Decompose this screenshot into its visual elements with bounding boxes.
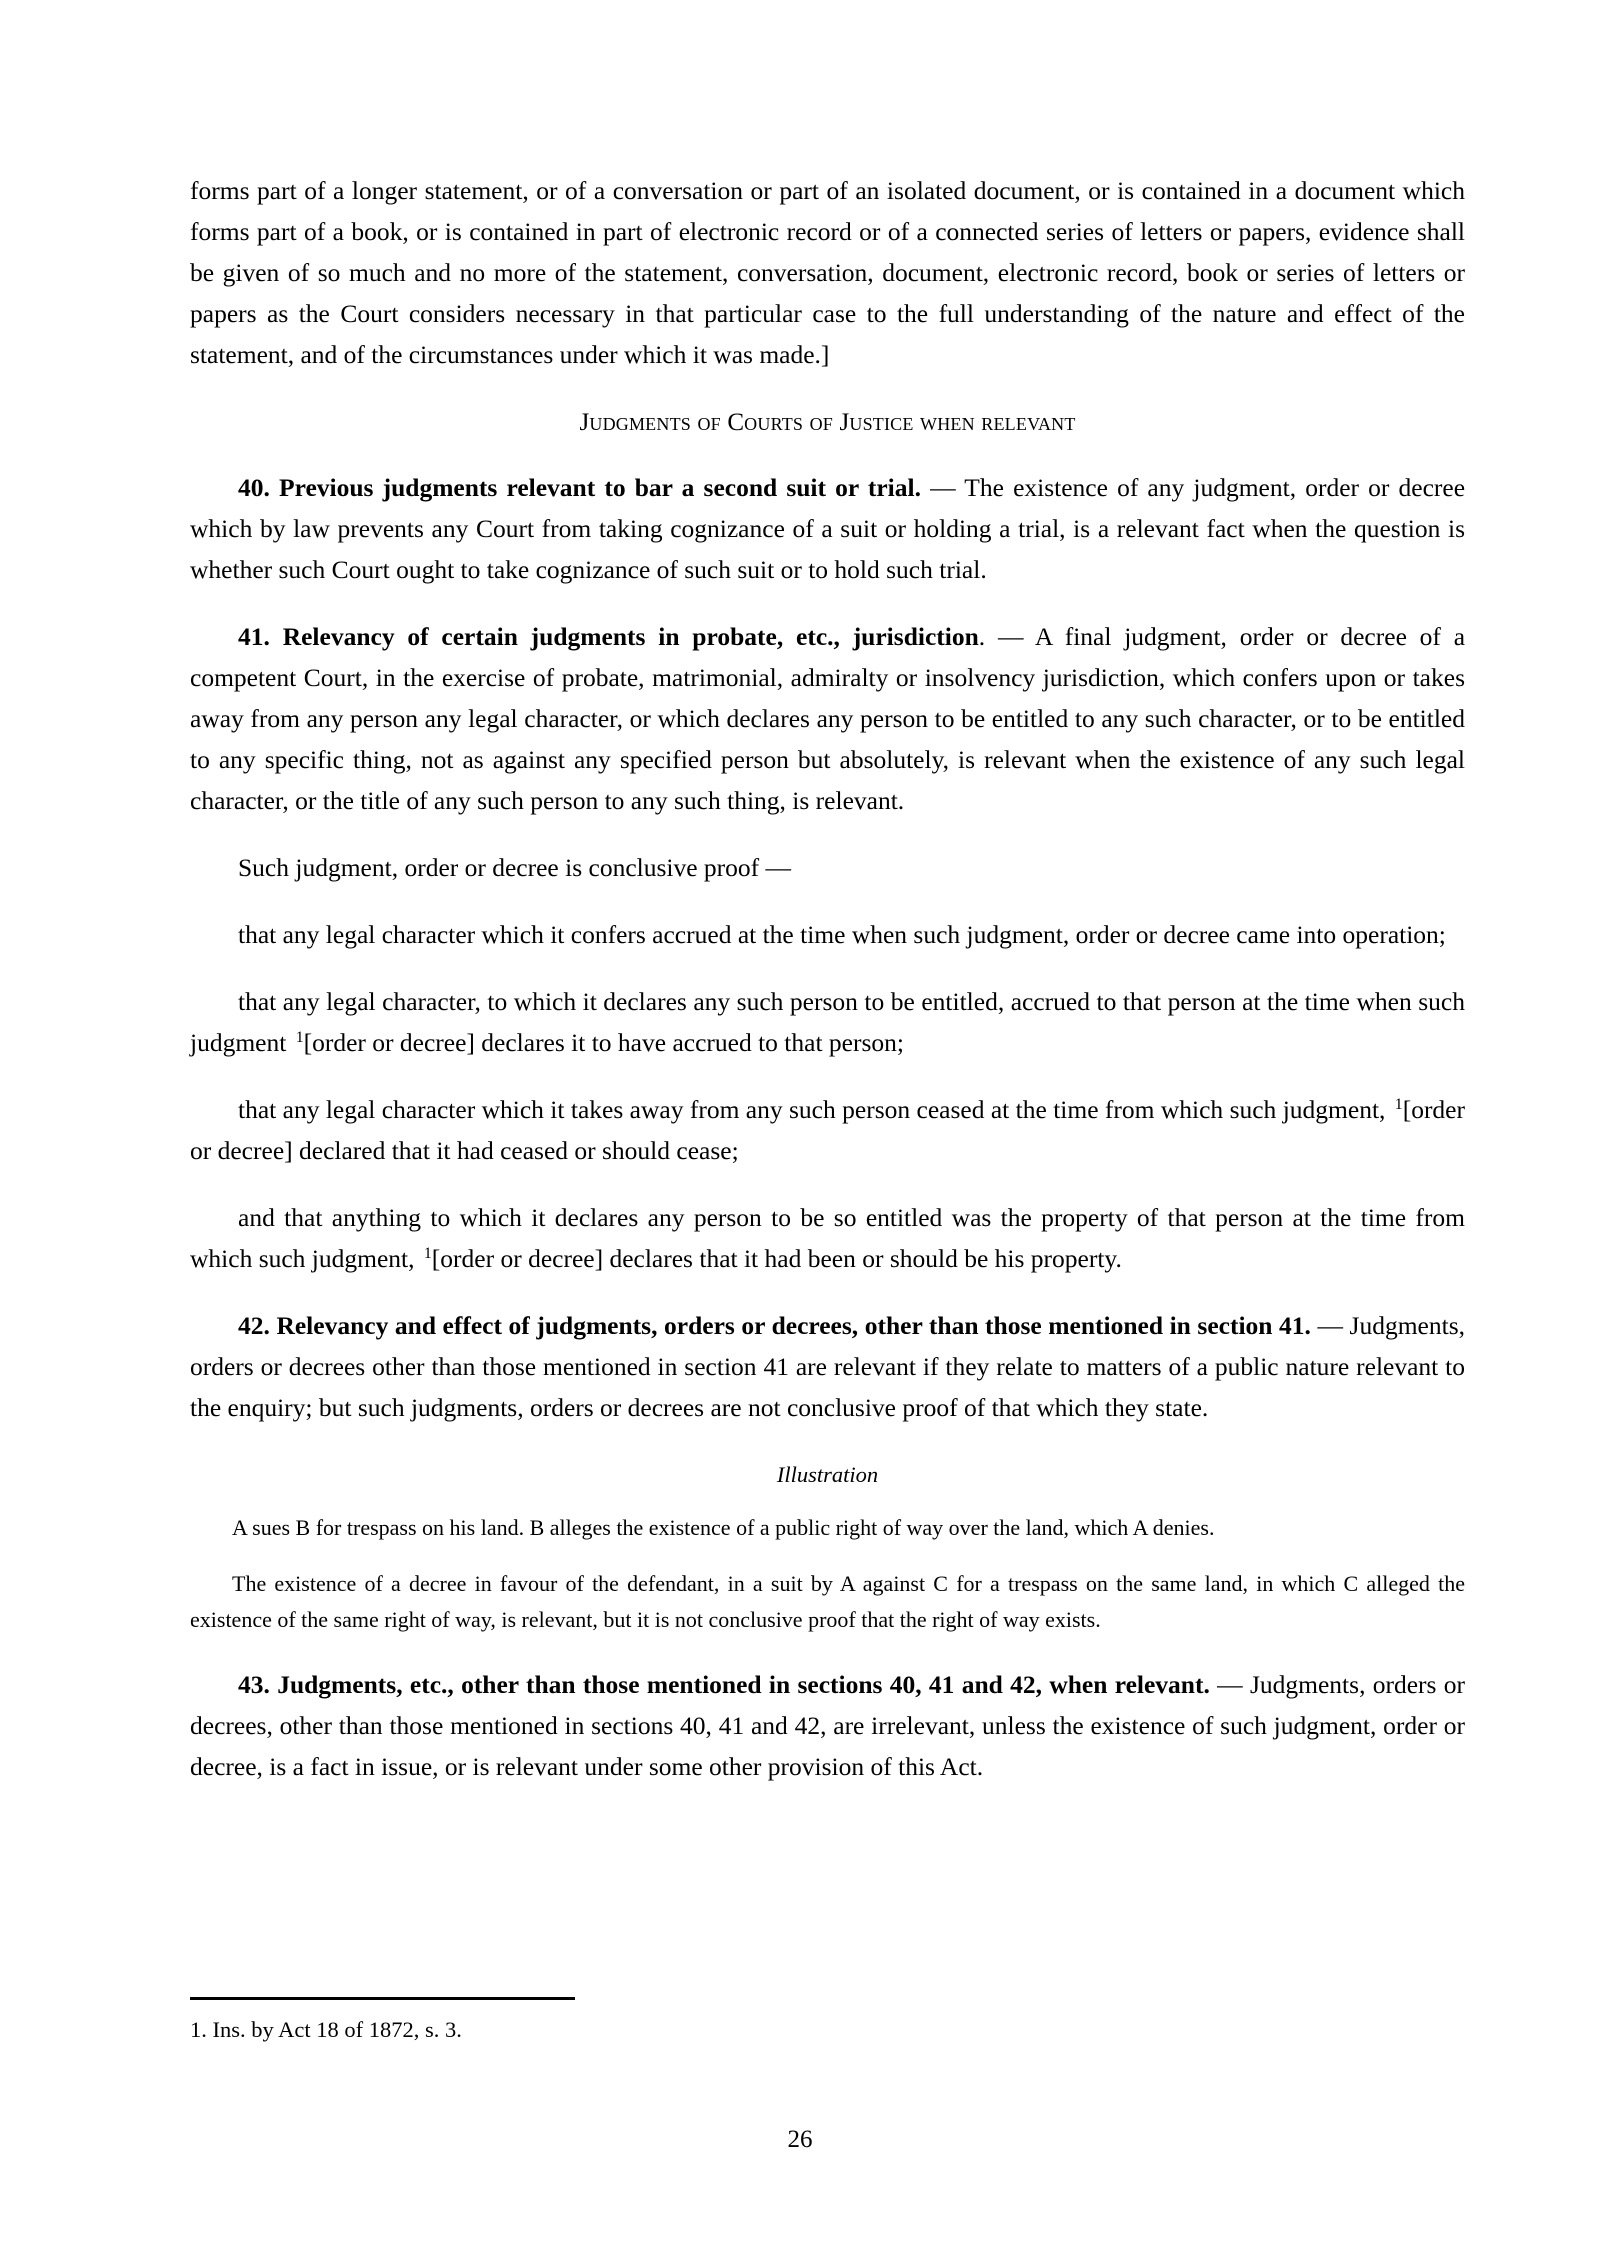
page-content [190, 170, 1465, 1787]
section-43-dash: — [1217, 1670, 1243, 1699]
chapter-heading-part-5: Justice [839, 409, 914, 436]
section-43-text: Judgments, orders or decrees, other than those mentioned in sections 40, 41 and 42, are irrelevant, unless the existence of such judgment, order or decree, is a fact in issue, or is relevant under some other provision of this Act. [190, 1670, 1466, 1781]
section-43-title: Judgments, etc., other than those mentioned in sections 40, 41 and 42, when relevant. [277, 1670, 1210, 1699]
clause-2-text-after: [order or decree] declares it to have accrued to that person; [303, 1028, 904, 1057]
clause-4-text-after: [order or decree] declares that it had been or should be his property. [431, 1244, 1122, 1273]
footnote-block [190, 1997, 1465, 2046]
chapter-heading-part-6: when relevant [920, 409, 1076, 436]
clause-3-text-before: that any legal character which it takes away from any such person ceased at the time from which such judgment, [238, 1095, 1392, 1124]
section-41-dash: — [997, 622, 1024, 651]
section-43-paragraph [190, 1664, 1465, 1787]
section-40-title: Previous judgments relevant to bar a second suit or trial. [279, 473, 921, 502]
section-41-paragraph [190, 616, 1465, 821]
footnote-marker-icon: 1 [423, 1244, 432, 1262]
section-41-title-period: . [978, 622, 986, 651]
section-41-number: 41. [238, 622, 270, 651]
clause-1-text: that any legal character which it confers accrued at the time when such judgment, order or decree came into operation; [238, 920, 1446, 949]
section-41-text: A final judgment, order or decree of a competent Court, in the exercise of probate, matrimonial, admiralty or insolvency jurisdiction, which confers upon or takes away from any person any legal character, or which declares any person to be entitled to any such character, or to be entitled to any specific thing, not as against any specified person but absolutely, is relevant when the existence of any such legal character, or the title of any such person to any such thing, is relevant. [190, 622, 1466, 815]
page-number: 26 [787, 2126, 813, 2153]
section-40-number: 40. [238, 473, 270, 502]
chapter-heading-part-2: of [697, 409, 721, 436]
chapter-heading-part-3: Courts [727, 409, 804, 436]
footnote-marker-icon: 1 [1394, 1095, 1403, 1113]
illustration-paragraph-1: A sues B for trespass on his land. B alleges the existence of a public right of way over the land, which A denies. [232, 1515, 1215, 1540]
clause-3-text-after: [order or decree] declared that it had ceased or should cease; [190, 1095, 1465, 1165]
section-40-dash: — [930, 473, 956, 502]
chapter-heading-part-1: Judgments [579, 409, 691, 436]
footnote-text: 1. Ins. by Act 18 of 1872, s. 3. [190, 2017, 462, 2042]
section-40-paragraph [190, 467, 1465, 590]
section-41-clause-4 [190, 1197, 1465, 1279]
section-43-number: 43. [238, 1670, 270, 1699]
clause-2-text-before: that any legal character, to which it declares any such person to be entitled, accrued to that person at the time when such judgment [190, 987, 1465, 1057]
illustration-paragraph-2: The existence of a decree in favour of the defendant, in a suit by A against C for a trespass on the same land, in which C alleged the existence of the same right of way, is relevant, but it is not conclusive proof that the right of way exists. [190, 1571, 1465, 1632]
continued-paragraph: forms part of a longer statement, or of a conversation or part of an isolated document, or is contained in a document which forms part of a book, or is contained in part of electronic record or of a connected series of letters or papers, evidence shall be given of so much and no more of the statement, conversation, document, electronic record, book or series of letters or papers as the Court considers necessary in that particular case to the full understanding of the nature and effect of the statement, and of the circumstances under which it was made.] [190, 176, 1465, 369]
footnote-marker-icon: 1 [295, 1028, 304, 1046]
section-42-title: Relevancy and effect of judgments, orders or decrees, other than those mentioned in section 41. [276, 1311, 1311, 1340]
clause-4-text-before: and that anything to which it declares any person to be so entitled was the property of that person at the time from which such judgment, [190, 1203, 1465, 1273]
section-42-paragraph [190, 1305, 1465, 1428]
illustration-heading: Illustration [776, 1462, 879, 1487]
section-41-lead-paragraph: Such judgment, order or decree is conclusive proof — [238, 853, 792, 882]
section-42-dash: — [1317, 1311, 1343, 1340]
section-40-text: The existence of any judgment, order or decree which by law prevents any Court from taking cognizance of a suit or holding a trial, is a relevant fact when the question is whether such Court ought to take cognizance of such suit or to hold such trial. [190, 473, 1466, 584]
chapter-heading [190, 409, 1465, 437]
section-41-clause-3 [190, 1089, 1465, 1171]
footnote-separator-rule [190, 1997, 575, 2000]
section-42-text: Judgments, orders or decrees other than those mentioned in section 41 are relevant if they relate to matters of a public nature relevant to the enquiry; but such judgments, orders or decrees are not conclusive proof of that which they state. [190, 1311, 1466, 1422]
section-42-number: 42. [238, 1311, 270, 1340]
chapter-heading-part-4: of [809, 409, 833, 436]
section-41-clause-2 [190, 981, 1465, 1063]
section-41-title: Relevancy of certain judgments in probate, etc., jurisdiction [282, 622, 979, 651]
section-41-clause-1 [190, 914, 1465, 955]
